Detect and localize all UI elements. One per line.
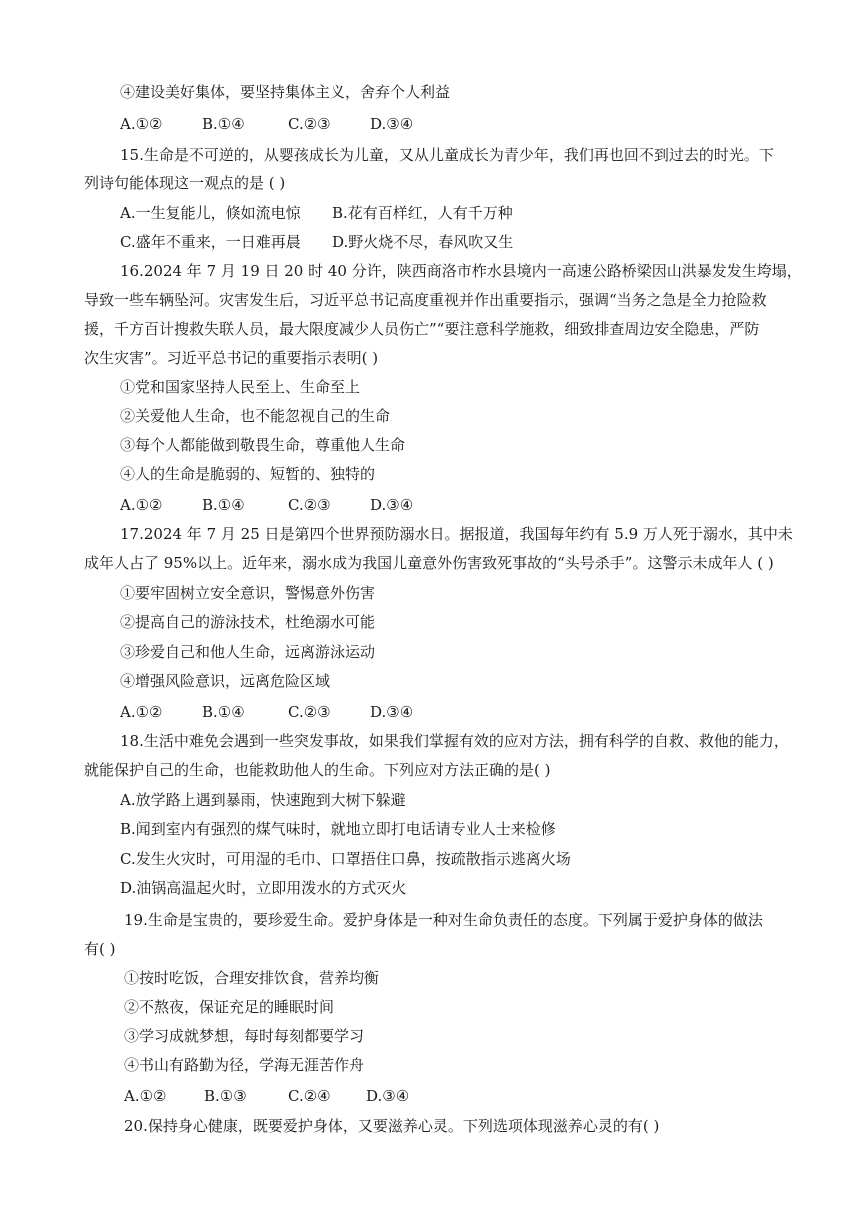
q16-stem-line2: 导致一些车辆坠河。灾害发生后，习近平总书记高度重视并作出重要指示，强调“当务之急是全力抢险救: [84, 291, 767, 309]
q16-stem-line1: 16.2024 年 7 月 19 日 20 时 40 分许，陕西商洛市柞水县境内一高速公路桥梁因山洪暴发发生垮塌，: [120, 262, 802, 280]
q15-option-row1: [120, 203, 513, 223]
q18-stem-line1: 18.生活中难免会遇到一些突发事故，如果我们掌握有效的应对方法，拥有科学的自救、救他的能力，: [120, 732, 789, 750]
answer-c: C.②③: [288, 115, 331, 133]
answer-c: C.②③: [288, 496, 331, 514]
q19-option-2: ②不熬夜，保证充足的睡眠时间: [124, 998, 335, 1016]
answer-b: B.①③: [204, 1087, 247, 1105]
answer-d: D.③④: [366, 1087, 410, 1105]
q19-option-3: ③学习成就梦想，每时每刻都要学习: [124, 1027, 365, 1045]
q16-stem-line3: 援，千方百计搜救失联人员，最大限度减少人员伤亡”“要注意科学施救，细致排查周边安全隐患，严防: [84, 320, 760, 338]
q16-option-4: ④人的生命是脆弱的、短暂的、独特的: [120, 465, 376, 483]
q14-option-4: ④建设美好集体，要坚持集体主义，舍弃个人利益: [120, 83, 451, 101]
answer-b: B.①④: [202, 496, 245, 514]
answer-a: A.①②: [124, 1087, 167, 1105]
q19-answer-row: [124, 1086, 409, 1106]
q18-option-c: C.发生火灾时，可用湿的毛巾、口罩捂住口鼻，按疏散指示逃离火场: [120, 850, 571, 868]
q17-stem-line2: 成年人占了 95%以上。近年来，溺水成为我国儿童意外伤害致死事故的“头号杀手”。这警示未成年人 ( ): [84, 554, 774, 572]
q17-stem-line1: 17.2024 年 7 月 25 日是第四个世界预防溺水日。据报道，我国每年约有 5.9 万人死于溺水，其中未: [120, 525, 793, 543]
q16-stem-line4: 次生灾害”。习近平总书记的重要指示表明( ): [84, 349, 379, 367]
q19-stem-line1: 19.生命是宝贵的，要珍爱生命。爱护身体是一种对生命负责任的态度。下列属于爱护身体的做法: [124, 911, 763, 929]
answer-b: B.①④: [202, 115, 245, 133]
answer-c: C.②③: [288, 703, 331, 721]
q19-stem-line2: 有( ): [84, 940, 116, 958]
answer-d: D.③④: [370, 703, 414, 721]
q19-option-1: ①按时吃饭，合理安排饮食，营养均衡: [124, 969, 380, 987]
q20-stem-line1: 20.保持身心健康，既要爱护身体，又要滋养心灵。下列选项体现滋养心灵的有( ): [124, 1117, 660, 1135]
q15-stem-line1: 15.生命是不可逆的，从婴孩成长为儿童，又从儿童成长为青少年，我们再也回不到过去的时光。下: [120, 146, 774, 164]
q15-option-d: D.野火烧不尽，春风吹又生: [332, 233, 514, 251]
q17-answer-row: [120, 702, 413, 722]
q17-option-1: ①要牢固树立安全意识，警惕意外伤害: [120, 584, 376, 602]
q18-option-d: D.油锅高温起火时，立即用泼水的方式灭火: [120, 879, 407, 897]
answer-c: C.②④: [288, 1087, 331, 1105]
q16-option-1: ①党和国家坚持人民至上、生命至上: [120, 378, 361, 396]
q18-option-a: A.放学路上遇到暴雨，快速跑到大树下躲避: [120, 791, 406, 809]
answer-d: D.③④: [370, 115, 414, 133]
q18-stem-line2: 就能保护自己的生命，也能救助他人的生命。下列应对方法正确的是( ): [84, 761, 551, 779]
answer-b: B.①④: [202, 703, 245, 721]
q17-option-4: ④增强风险意识，远离危险区域: [120, 672, 331, 690]
q18-option-b: B.闻到室内有强烈的煤气味时，就地立即打电话请专业人士来检修: [120, 820, 556, 838]
q17-option-2: ②提高自己的游泳技术，杜绝溺水可能: [120, 613, 376, 631]
q16-option-2: ②关爱他人生命，也不能忽视自己的生命: [120, 407, 391, 425]
q14-answer-row: [120, 114, 413, 134]
answer-a: A.①②: [120, 496, 163, 514]
q15-option-row2: [120, 232, 513, 252]
answer-a: A.①②: [120, 115, 163, 133]
q17-option-3: ③珍爱自己和他人生命，远离游泳运动: [120, 643, 376, 661]
q15-option-b: B.花有百样红，人有千万种: [332, 204, 513, 222]
q15-option-c: C.盛年不重来，一日难再晨: [120, 233, 301, 251]
answer-a: A.①②: [120, 703, 163, 721]
q15-option-a: A.一生复能儿，倏如流电惊: [120, 204, 301, 222]
q16-answer-row: [120, 495, 413, 515]
q16-option-3: ③每个人都能做到敬畏生命，尊重他人生命: [120, 436, 406, 454]
q19-option-4: ④书山有路勤为径，学海无涯苦作舟: [124, 1056, 365, 1074]
answer-d: D.③④: [370, 496, 414, 514]
q15-stem-line2: 列诗句能体现这一观点的是 ( ): [84, 174, 286, 192]
